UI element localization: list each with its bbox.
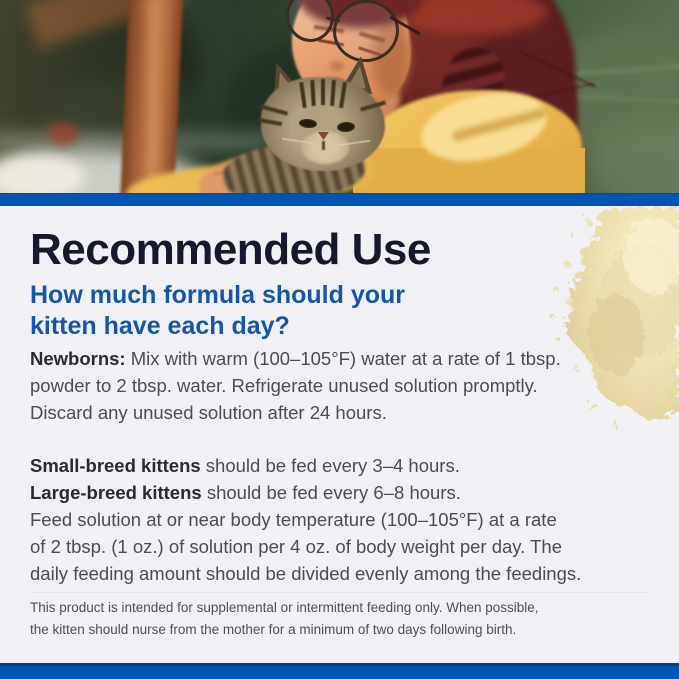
newborns-paragraph xyxy=(30,345,615,426)
subtitle-line: kitten have each day? xyxy=(30,312,290,340)
page-title: Recommended Use xyxy=(30,225,431,274)
subtitle xyxy=(30,280,405,342)
body-line xyxy=(30,479,615,506)
body-text: should be fed every 6–8 hours. xyxy=(201,482,461,503)
recommended-use-section xyxy=(0,206,679,663)
subtitle-line: How much formula should your xyxy=(30,281,406,309)
body-line: powder to 2 tbsp. water. Refrigerate unused solution promptly. xyxy=(30,375,538,396)
body-line: of 2 tbsp. (1 oz.) of solution per 4 oz. of body weight per day. The xyxy=(30,536,563,557)
body-line: Discard any unused solution after 24 hours. xyxy=(30,402,387,423)
hero-photo xyxy=(0,0,679,193)
body-text: Mix with warm (100–105°F) water at a rate of 1 tbsp. xyxy=(125,348,561,369)
body-line xyxy=(30,452,615,479)
bottom-divider-bar xyxy=(0,663,679,679)
top-divider-bar xyxy=(0,193,679,206)
disclaimer-line: This product is intended for supplemental or intermittent feeding only. When possible, xyxy=(30,600,539,615)
section-divider xyxy=(30,592,650,593)
body-text: should be fed every 3–4 hours. xyxy=(200,455,460,476)
disclaimer-text xyxy=(30,597,630,641)
newborns-label: Newborns: xyxy=(30,348,126,369)
feeding-paragraph xyxy=(30,452,615,587)
light-overlay xyxy=(0,0,679,193)
body-line: Feed solution at or near body temperature (100–105°F) at a rate xyxy=(30,509,557,530)
body-line: daily feeding amount should be divided evenly among the feedings. xyxy=(30,563,582,584)
body-line xyxy=(30,345,615,372)
small-breed-label: Small-breed kittens xyxy=(30,455,201,476)
disclaimer-line: the kitten should nurse from the mother for a minimum of two days following birth. xyxy=(30,622,517,637)
large-breed-label: Large-breed kittens xyxy=(30,482,202,503)
